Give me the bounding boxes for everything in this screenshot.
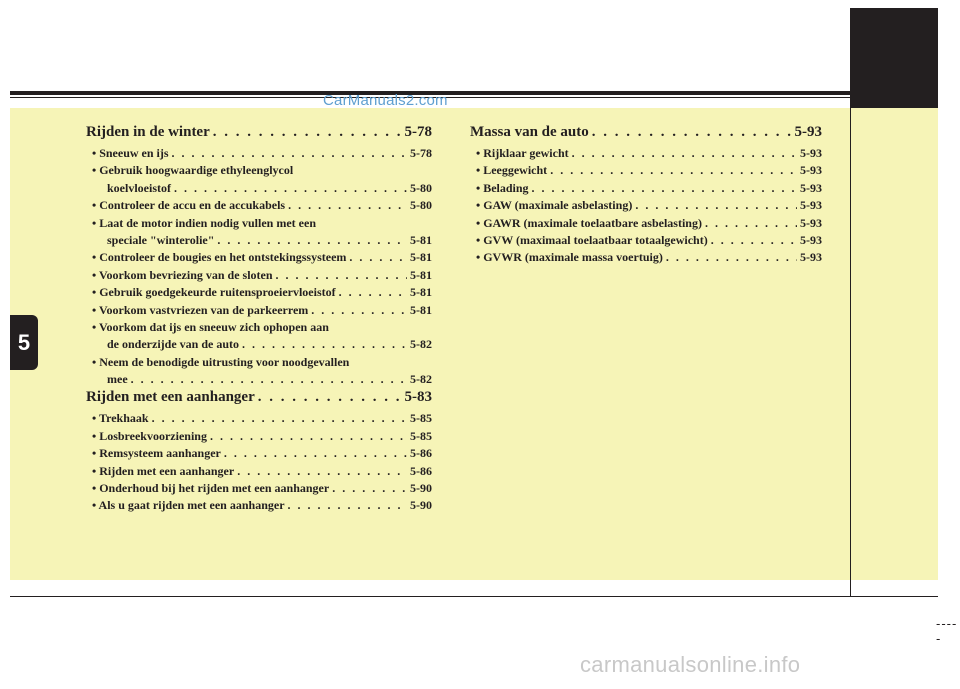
- dot-leader: [288, 498, 407, 513]
- toc-right-column: [470, 124, 822, 268]
- dot-leader: [224, 446, 407, 461]
- entry-label-cont: de onderzijde van de auto: [107, 337, 239, 352]
- section-title: Rijden met een aanhanger: [86, 389, 255, 406]
- dot-leader: [242, 337, 407, 352]
- page-marker: -----: [936, 616, 958, 646]
- dot-leader: [592, 124, 792, 141]
- entry-page: 5-85: [410, 428, 432, 443]
- entry-label: • Controleer de accu en de accukabels: [92, 198, 286, 213]
- footer-rule: [10, 596, 938, 597]
- entry-page: 5-80: [410, 180, 432, 195]
- entry-page: 5-81: [410, 302, 432, 317]
- entry-label: • Voorkom vastvriezen van de parkeerrem: [92, 302, 309, 317]
- section-page: 5-83: [404, 389, 432, 406]
- entry-page: 5-80: [410, 198, 432, 213]
- toc-entry-continued[interactable]: [86, 181, 432, 198]
- toc-entry-continued[interactable]: [86, 233, 432, 250]
- toc-entry[interactable]: [86, 429, 432, 446]
- entry-page: 5-81: [410, 250, 432, 265]
- dot-leader: [217, 233, 407, 248]
- toc-section[interactable]: [470, 124, 822, 144]
- toc-left-column: [86, 124, 432, 516]
- entry-label: • Gebruik hoogwaardige ethyleenglycol: [92, 163, 294, 178]
- entry-label: • Leeggewicht: [476, 163, 548, 178]
- dot-leader: [237, 464, 407, 479]
- dot-leader: [131, 372, 407, 387]
- toc-entry-continued[interactable]: [86, 372, 432, 389]
- entry-page: 5-90: [410, 481, 432, 496]
- toc-entry[interactable]: [86, 464, 432, 481]
- entry-page: 5-82: [410, 372, 432, 387]
- dot-leader: [339, 285, 407, 300]
- toc-section[interactable]: [86, 389, 432, 409]
- entry-page: 5-85: [410, 411, 432, 426]
- dot-leader: [349, 250, 407, 265]
- watermark-top: CarManuals2.com: [323, 92, 448, 109]
- dot-leader: [258, 389, 402, 406]
- entry-label-cont: koelvloeistof: [107, 180, 171, 195]
- toc-entry[interactable]: [86, 355, 432, 372]
- entry-label: • Neem de benodigde uitrusting voor noodgevallen: [92, 354, 350, 369]
- entry-label: • Onderhoud bij het rijden met een aanhanger: [92, 481, 330, 496]
- entry-page: 5-93: [800, 180, 822, 195]
- entry-page: 5-81: [410, 285, 432, 300]
- entry-page: 5-86: [410, 463, 432, 478]
- toc-entry[interactable]: [86, 320, 432, 337]
- dot-leader: [288, 198, 407, 213]
- dot-leader: [705, 216, 797, 231]
- chapter-tab[interactable]: 5: [10, 315, 38, 370]
- entry-label: • Rijklaar gewicht: [476, 146, 569, 160]
- toc-section[interactable]: [86, 124, 432, 144]
- dot-leader: [172, 146, 407, 161]
- corner-block: [850, 8, 938, 108]
- entry-label: • Controleer de bougies en het ontstekingssysteem: [92, 250, 347, 265]
- entry-label: • Gebruik goedgekeurde ruitensproeiervloeistof: [92, 285, 336, 300]
- watermark-bottom: carmanualsonline.info: [580, 652, 801, 677]
- toc-entry[interactable]: [470, 198, 822, 215]
- toc-entry[interactable]: [86, 498, 432, 515]
- section-page: 5-78: [404, 124, 432, 140]
- entry-label-cont: speciale "winterolie": [107, 232, 215, 247]
- dot-leader: [635, 198, 797, 213]
- entry-label: • GVW (maximaal toelaatbaar totaalgewicht): [476, 232, 708, 247]
- entry-page: 5-86: [410, 446, 432, 461]
- toc-entry[interactable]: [470, 181, 822, 198]
- margin-line: [850, 98, 851, 596]
- toc-entry[interactable]: [470, 233, 822, 250]
- entry-label-cont: mee: [107, 372, 128, 387]
- dot-leader: [666, 250, 797, 265]
- entry-page: 5-82: [410, 337, 432, 352]
- toc-entry[interactable]: [86, 146, 432, 163]
- section-title: Massa van de auto: [470, 124, 589, 140]
- toc-entry[interactable]: [470, 146, 822, 163]
- entry-label: • Als u gaat rijden met een aanhanger: [92, 498, 285, 513]
- dot-leader: [210, 429, 407, 444]
- dot-leader: [276, 268, 407, 283]
- entry-label: • GAW (maximale asbelasting): [476, 198, 633, 213]
- entry-page: 5-93: [800, 198, 822, 213]
- toc-entry[interactable]: [86, 303, 432, 320]
- toc-entry[interactable]: [86, 285, 432, 302]
- entry-label: • Remsysteem aanhanger: [92, 446, 221, 461]
- entry-label: • Laat de motor indien nodig vullen met een: [92, 215, 316, 230]
- entry-label: • Voorkom bevriezing van de sloten: [92, 267, 273, 282]
- toc-entry[interactable]: [470, 250, 822, 267]
- entry-label: • Trekhaak: [92, 411, 149, 426]
- toc-entry[interactable]: [86, 198, 432, 215]
- dot-leader: [332, 481, 407, 496]
- entry-page: 5-81: [410, 267, 432, 282]
- entry-page: 5-93: [800, 250, 822, 265]
- entry-page: 5-93: [800, 163, 822, 178]
- entry-page: 5-90: [410, 498, 432, 513]
- dot-leader: [550, 163, 797, 178]
- entry-label: • GAWR (maximale toelaatbare asbelasting): [476, 215, 702, 230]
- toc-entry[interactable]: [86, 481, 432, 498]
- toc-entry-continued[interactable]: [86, 337, 432, 354]
- dot-leader: [213, 124, 402, 141]
- dot-leader: [152, 411, 407, 426]
- toc-entry[interactable]: [86, 216, 432, 233]
- entry-page: 5-78: [410, 146, 432, 160]
- entry-label: • Losbreekvoorziening: [92, 428, 207, 443]
- entry-label: • Sneeuw en ijs: [92, 146, 169, 160]
- dot-leader: [174, 181, 407, 196]
- entry-label: • GVWR (maximale massa voertuig): [476, 250, 663, 265]
- toc-entry[interactable]: [470, 216, 822, 233]
- dot-leader: [572, 146, 797, 161]
- toc-entry[interactable]: [86, 163, 432, 180]
- entry-label: • Belading: [476, 180, 529, 195]
- dot-leader: [711, 233, 797, 248]
- entry-page: 5-93: [800, 232, 822, 247]
- entry-label: • Rijden met een aanhanger: [92, 463, 235, 478]
- toc-entry[interactable]: [470, 163, 822, 180]
- toc-entry[interactable]: [86, 268, 432, 285]
- section-page: 5-93: [794, 124, 822, 140]
- toc-entry[interactable]: [86, 411, 432, 428]
- entry-page: 5-93: [800, 215, 822, 230]
- toc-entry[interactable]: [86, 446, 432, 463]
- dot-leader: [311, 303, 407, 318]
- dot-leader: [532, 181, 797, 196]
- section-title: Rijden in de winter: [86, 124, 210, 140]
- entry-label: • Voorkom dat ijs en sneeuw zich ophopen aan: [92, 319, 329, 334]
- entry-page: 5-81: [410, 232, 432, 247]
- toc-entry[interactable]: [86, 250, 432, 267]
- entry-page: 5-93: [800, 146, 822, 160]
